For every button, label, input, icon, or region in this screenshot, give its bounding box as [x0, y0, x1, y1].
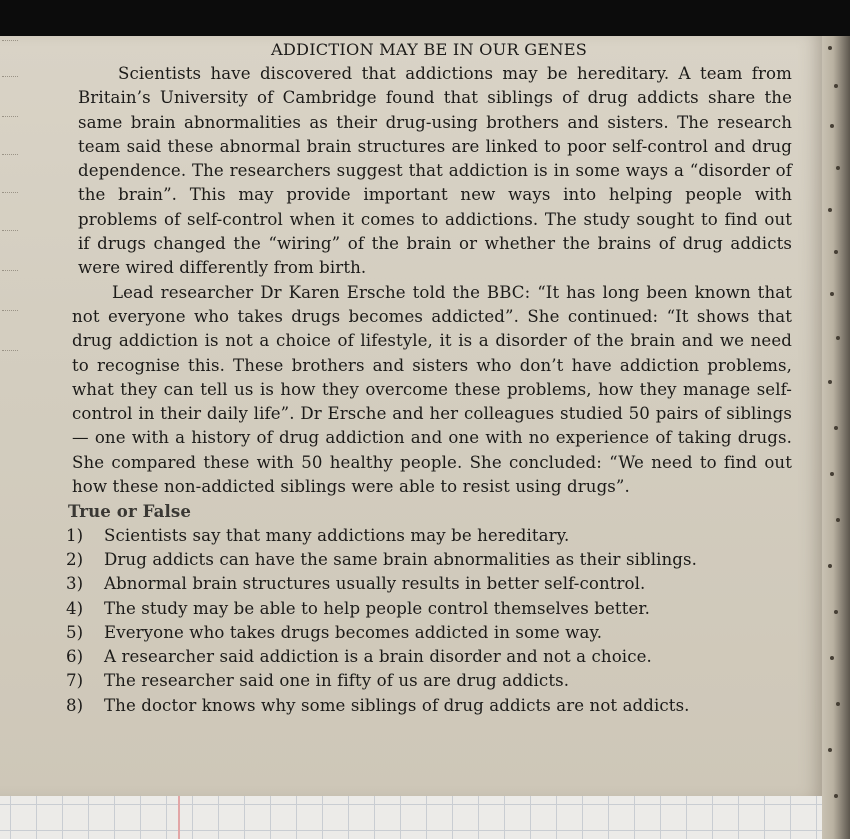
left-margin-dotted-lines	[0, 36, 30, 796]
list-item	[62, 572, 792, 596]
item-statement: Scientists say that many addictions may be hereditary.	[104, 525, 570, 545]
page-edge-stack	[822, 36, 850, 839]
article-paragraph-2: Lead researcher Dr Karen Ersche told the BBC: “It has long been known that not everyone who takes drugs becomes addicted”. She continued: “It shows that drug addiction is not a choice of lifestyle, it is a disorder of the brain and we need to recognise this. These brothers and sisters who don’t have addiction problems, what they can tell us is how they overcome these problems, how they manage self-control in their daily life”. Dr Ersche and her colleagues studied 50 pairs of siblings — one with a history of drug addiction and one with no experience of taking drugs. She compared these with 50 healthy people. She concluded: “We need to find out how these non-addicted siblings were able to resist using drugs”.	[72, 282, 792, 497]
dark-top-border	[0, 0, 850, 36]
list-item	[62, 524, 792, 548]
exercise-heading: True or False	[68, 501, 191, 522]
item-number: 7)	[66, 671, 84, 691]
list-item	[62, 621, 792, 645]
item-number: 5)	[66, 622, 84, 642]
item-number: 3)	[66, 574, 84, 594]
article-text-block	[62, 38, 792, 718]
item-statement: The doctor knows why some siblings of drug addicts are not addicts.	[104, 695, 690, 715]
list-item	[62, 694, 792, 718]
list-item	[62, 669, 792, 693]
item-statement: The researcher said one in fifty of us are drug addicts.	[104, 671, 570, 691]
item-number: 2)	[66, 549, 84, 569]
true-false-list	[62, 524, 792, 718]
margin-line	[178, 796, 180, 839]
list-item	[62, 597, 792, 621]
item-statement: Abnormal brain structures usually results in better self-control.	[104, 574, 646, 594]
item-statement: The study may be able to help people control themselves better.	[104, 598, 650, 618]
item-statement: A researcher said addiction is a brain disorder and not a choice.	[104, 647, 652, 667]
graph-paper-sheet	[0, 796, 822, 839]
item-number: 8)	[66, 695, 84, 715]
item-number: 1)	[66, 525, 84, 545]
article-title: ADDICTION MAY BE IN OUR GENES	[270, 40, 588, 59]
article-paragraph-1: Scientists have discovered that addictions may be hereditary. A team from Britain’s University of Cambridge found that siblings of drug addicts share the same brain abnormalities as their drug-using brothers and sisters. The research team said these abnormal brain structures are linked to poor self-control and drug dependence. The researchers suggest that addiction is in some ways a “disorder of the brain”. This may provide important new ways into helping people with problems of self-control when it comes to addictions. The study sought to find out if drugs changed the “wiring” of the brain or whether the brains of drug addicts were wired differently from birth.	[78, 64, 792, 278]
list-item	[62, 645, 792, 669]
item-number: 4)	[66, 598, 84, 618]
item-statement: Drug addicts can have the same brain abnormalities as their siblings.	[104, 549, 698, 569]
item-statement: Everyone who takes drugs becomes addicted in some way.	[104, 622, 603, 642]
item-number: 6)	[66, 647, 84, 667]
list-item	[62, 548, 792, 572]
